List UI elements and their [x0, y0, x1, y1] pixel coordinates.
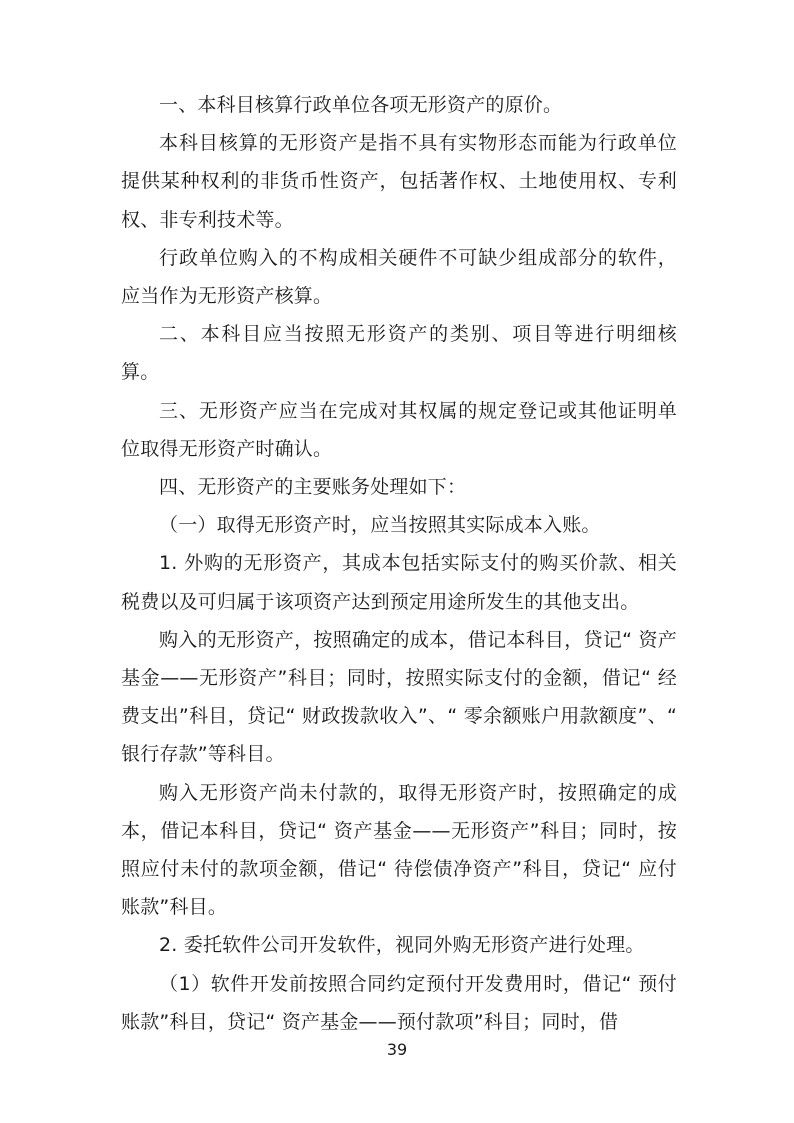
paragraph: 购入无形资产尚未付款的，取得无形资产时，按照确定的成本，借记本科目，贷记“ 资产基金——无形资产”科目；同时，按照应付未付的款项金额，借记“ 待偿债净资产”科目，贷记“ 应付账款”科目。: [121, 781, 677, 919]
paragraph: 四、无形资产的主要账务处理如下：: [159, 476, 467, 499]
paragraph: 本科目核算的无形资产是指不具有实物形态而能为行政单位提供某种权利的非货币性资产，包括著作权、土地使用权、专利权、非专利技术等。: [121, 132, 677, 231]
page-number: 39: [386, 1040, 408, 1059]
paragraph: （1）软件开发前按照合同约定预付开发费用时，借记“ 预付账款”科目，贷记“ 资产基金——预付款项”科目；同时，借: [121, 972, 677, 1033]
paragraph: 三、无形资产应当在完成对其权属的规定登记或其他证明单位取得无形资产时确认。: [121, 399, 677, 460]
paragraph: （一）取得无形资产时，应当按照其实际成本入账。: [159, 514, 601, 537]
paragraph: 一、本科目核算行政单位各项无形资产的原价。: [159, 94, 563, 116]
paragraph: 购入的无形资产，按照确定的成本，借记本科目，贷记“ 资产基金——无形资产”科目；同时，按照实际支付的金额，借记“ 经费支出”科目，贷记“ 财政拨款收入”、“ 零余额账户用款额度”、“ 银行存款”等科目。: [121, 628, 677, 766]
paragraph: 行政单位购入的不构成相关硬件不可缺少组成部分的软件，应当作为无形资产核算。: [121, 246, 677, 308]
body-text: [121, 86, 677, 1041]
paragraph: 二、本科目应当按照无形资产的类别、项目等进行明细核算。: [121, 323, 677, 384]
paragraph: 1. 外购的无形资产，其成本包括实际支付的购买价款、相关税费以及可归属于该项资产达到预定用途所发生的其他支出。: [121, 552, 677, 613]
paragraph: 2. 委托软件公司开发软件，视同外购无形资产进行处理。: [159, 934, 645, 957]
